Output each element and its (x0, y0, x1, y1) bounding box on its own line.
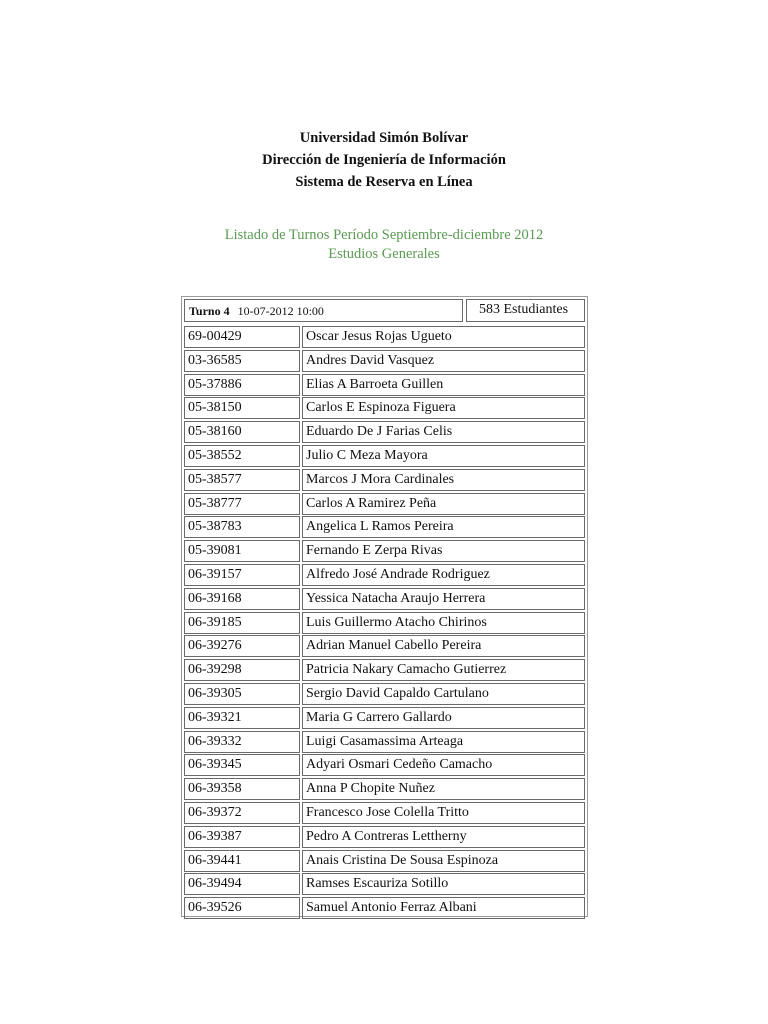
student-id-cell: 06-39345 (184, 754, 300, 776)
student-name-cell: Carlos A Ramirez Peña (302, 493, 585, 515)
student-name-cell: Yessica Natacha Araujo Herrera (302, 588, 585, 610)
student-id-cell: 06-39358 (184, 778, 300, 800)
student-name-cell: Francesco Jose Colella Tritto (302, 802, 585, 824)
student-name-cell: Maria G Carrero Gallardo (302, 707, 585, 729)
student-name-cell: Luigi Casamassima Arteaga (302, 731, 585, 753)
turno-info-cell (184, 299, 463, 322)
student-name-cell: Eduardo De J Farias Celis (302, 421, 585, 443)
student-rows (184, 325, 585, 920)
student-name-cell: Anna P Chopite Nuñez (302, 778, 585, 800)
listing-subheader (0, 226, 768, 264)
student-name-cell: Patricia Nakary Camacho Gutierrez (302, 659, 585, 681)
student-id-cell: 05-38783 (184, 516, 300, 538)
table-row (184, 825, 585, 849)
student-id-cell: 06-39276 (184, 635, 300, 657)
document-header (0, 127, 768, 193)
table-row (184, 420, 585, 444)
student-name-cell: Ramses Escauriza Sotillo (302, 873, 585, 895)
student-roster-table (181, 296, 588, 917)
table-row (184, 539, 585, 563)
table-row (184, 396, 585, 420)
student-name-cell: Carlos E Espinoza Figuera (302, 397, 585, 419)
table-row (184, 682, 585, 706)
table-row (184, 468, 585, 492)
student-name-cell: Andres David Vasquez (302, 350, 585, 372)
student-id-cell: 06-39372 (184, 802, 300, 824)
table-row (184, 658, 585, 682)
table-row (184, 515, 585, 539)
table-row (184, 563, 585, 587)
student-id-cell: 06-39168 (184, 588, 300, 610)
turno-datetime: 10-07-2012 10:00 (237, 304, 324, 318)
student-name-cell: Alfredo José Andrade Rodriguez (302, 564, 585, 586)
table-row (184, 896, 585, 920)
table-row (184, 373, 585, 397)
turno-label: Turno 4 (189, 304, 230, 318)
table-row (184, 777, 585, 801)
student-name-cell: Samuel Antonio Ferraz Albani (302, 897, 585, 919)
student-name-cell: Oscar Jesus Rojas Ugueto (302, 326, 585, 348)
student-id-cell: 06-39332 (184, 731, 300, 753)
table-row (184, 849, 585, 873)
student-id-cell: 06-39494 (184, 873, 300, 895)
table-row (184, 349, 585, 373)
student-name-cell: Anais Cristina De Sousa Espinoza (302, 850, 585, 872)
student-id-cell: 06-39526 (184, 897, 300, 919)
student-id-cell: 06-39185 (184, 612, 300, 634)
student-id-cell: 05-38577 (184, 469, 300, 491)
table-row (184, 706, 585, 730)
turno-header-row (184, 299, 585, 322)
student-name-cell: Angelica L Ramos Pereira (302, 516, 585, 538)
student-id-cell: 06-39305 (184, 683, 300, 705)
student-id-cell: 06-39387 (184, 826, 300, 848)
table-row (184, 492, 585, 516)
student-id-cell: 03-36585 (184, 350, 300, 372)
student-name-cell: Adyari Osmari Cedeño Camacho (302, 754, 585, 776)
student-name-cell: Sergio David Capaldo Cartulano (302, 683, 585, 705)
listing-category: Estudios Generales (328, 246, 440, 262)
student-id-cell: 06-39298 (184, 659, 300, 681)
student-name-cell: Luis Guillermo Atacho Chirinos (302, 612, 585, 634)
student-id-cell: 06-39321 (184, 707, 300, 729)
student-id-cell: 05-38552 (184, 445, 300, 467)
student-id-cell: 05-37886 (184, 374, 300, 396)
student-name-cell: Adrian Manuel Cabello Pereira (302, 635, 585, 657)
table-row (184, 325, 585, 349)
student-id-cell: 69-00429 (184, 326, 300, 348)
student-id-cell: 05-38150 (184, 397, 300, 419)
student-id-cell: 06-39157 (184, 564, 300, 586)
student-name-cell: Julio C Meza Mayora (302, 445, 585, 467)
student-count: 583 Estudiantes (466, 299, 585, 322)
university-name: Universidad Simón Bolívar (299, 130, 469, 146)
system-name: Sistema de Reserva en Línea (295, 174, 473, 190)
table-row (184, 801, 585, 825)
student-name-cell: Elias A Barroeta Guillen (302, 374, 585, 396)
table-row (184, 753, 585, 777)
table-row (184, 634, 585, 658)
listing-title: Listado de Turnos Período Septiembre-diciembre 2012 (224, 227, 544, 243)
table-row (184, 587, 585, 611)
table-row (184, 611, 585, 635)
student-id-cell: 06-39441 (184, 850, 300, 872)
department-name: Dirección de Ingeniería de Información (262, 152, 506, 168)
student-name-cell: Marcos J Mora Cardinales (302, 469, 585, 491)
table-row (184, 730, 585, 754)
student-id-cell: 05-38777 (184, 493, 300, 515)
table-row (184, 872, 585, 896)
student-id-cell: 05-38160 (184, 421, 300, 443)
table-row (184, 444, 585, 468)
student-name-cell: Fernando E Zerpa Rivas (302, 540, 585, 562)
student-name-cell: Pedro A Contreras Lettherny (302, 826, 585, 848)
student-id-cell: 05-39081 (184, 540, 300, 562)
